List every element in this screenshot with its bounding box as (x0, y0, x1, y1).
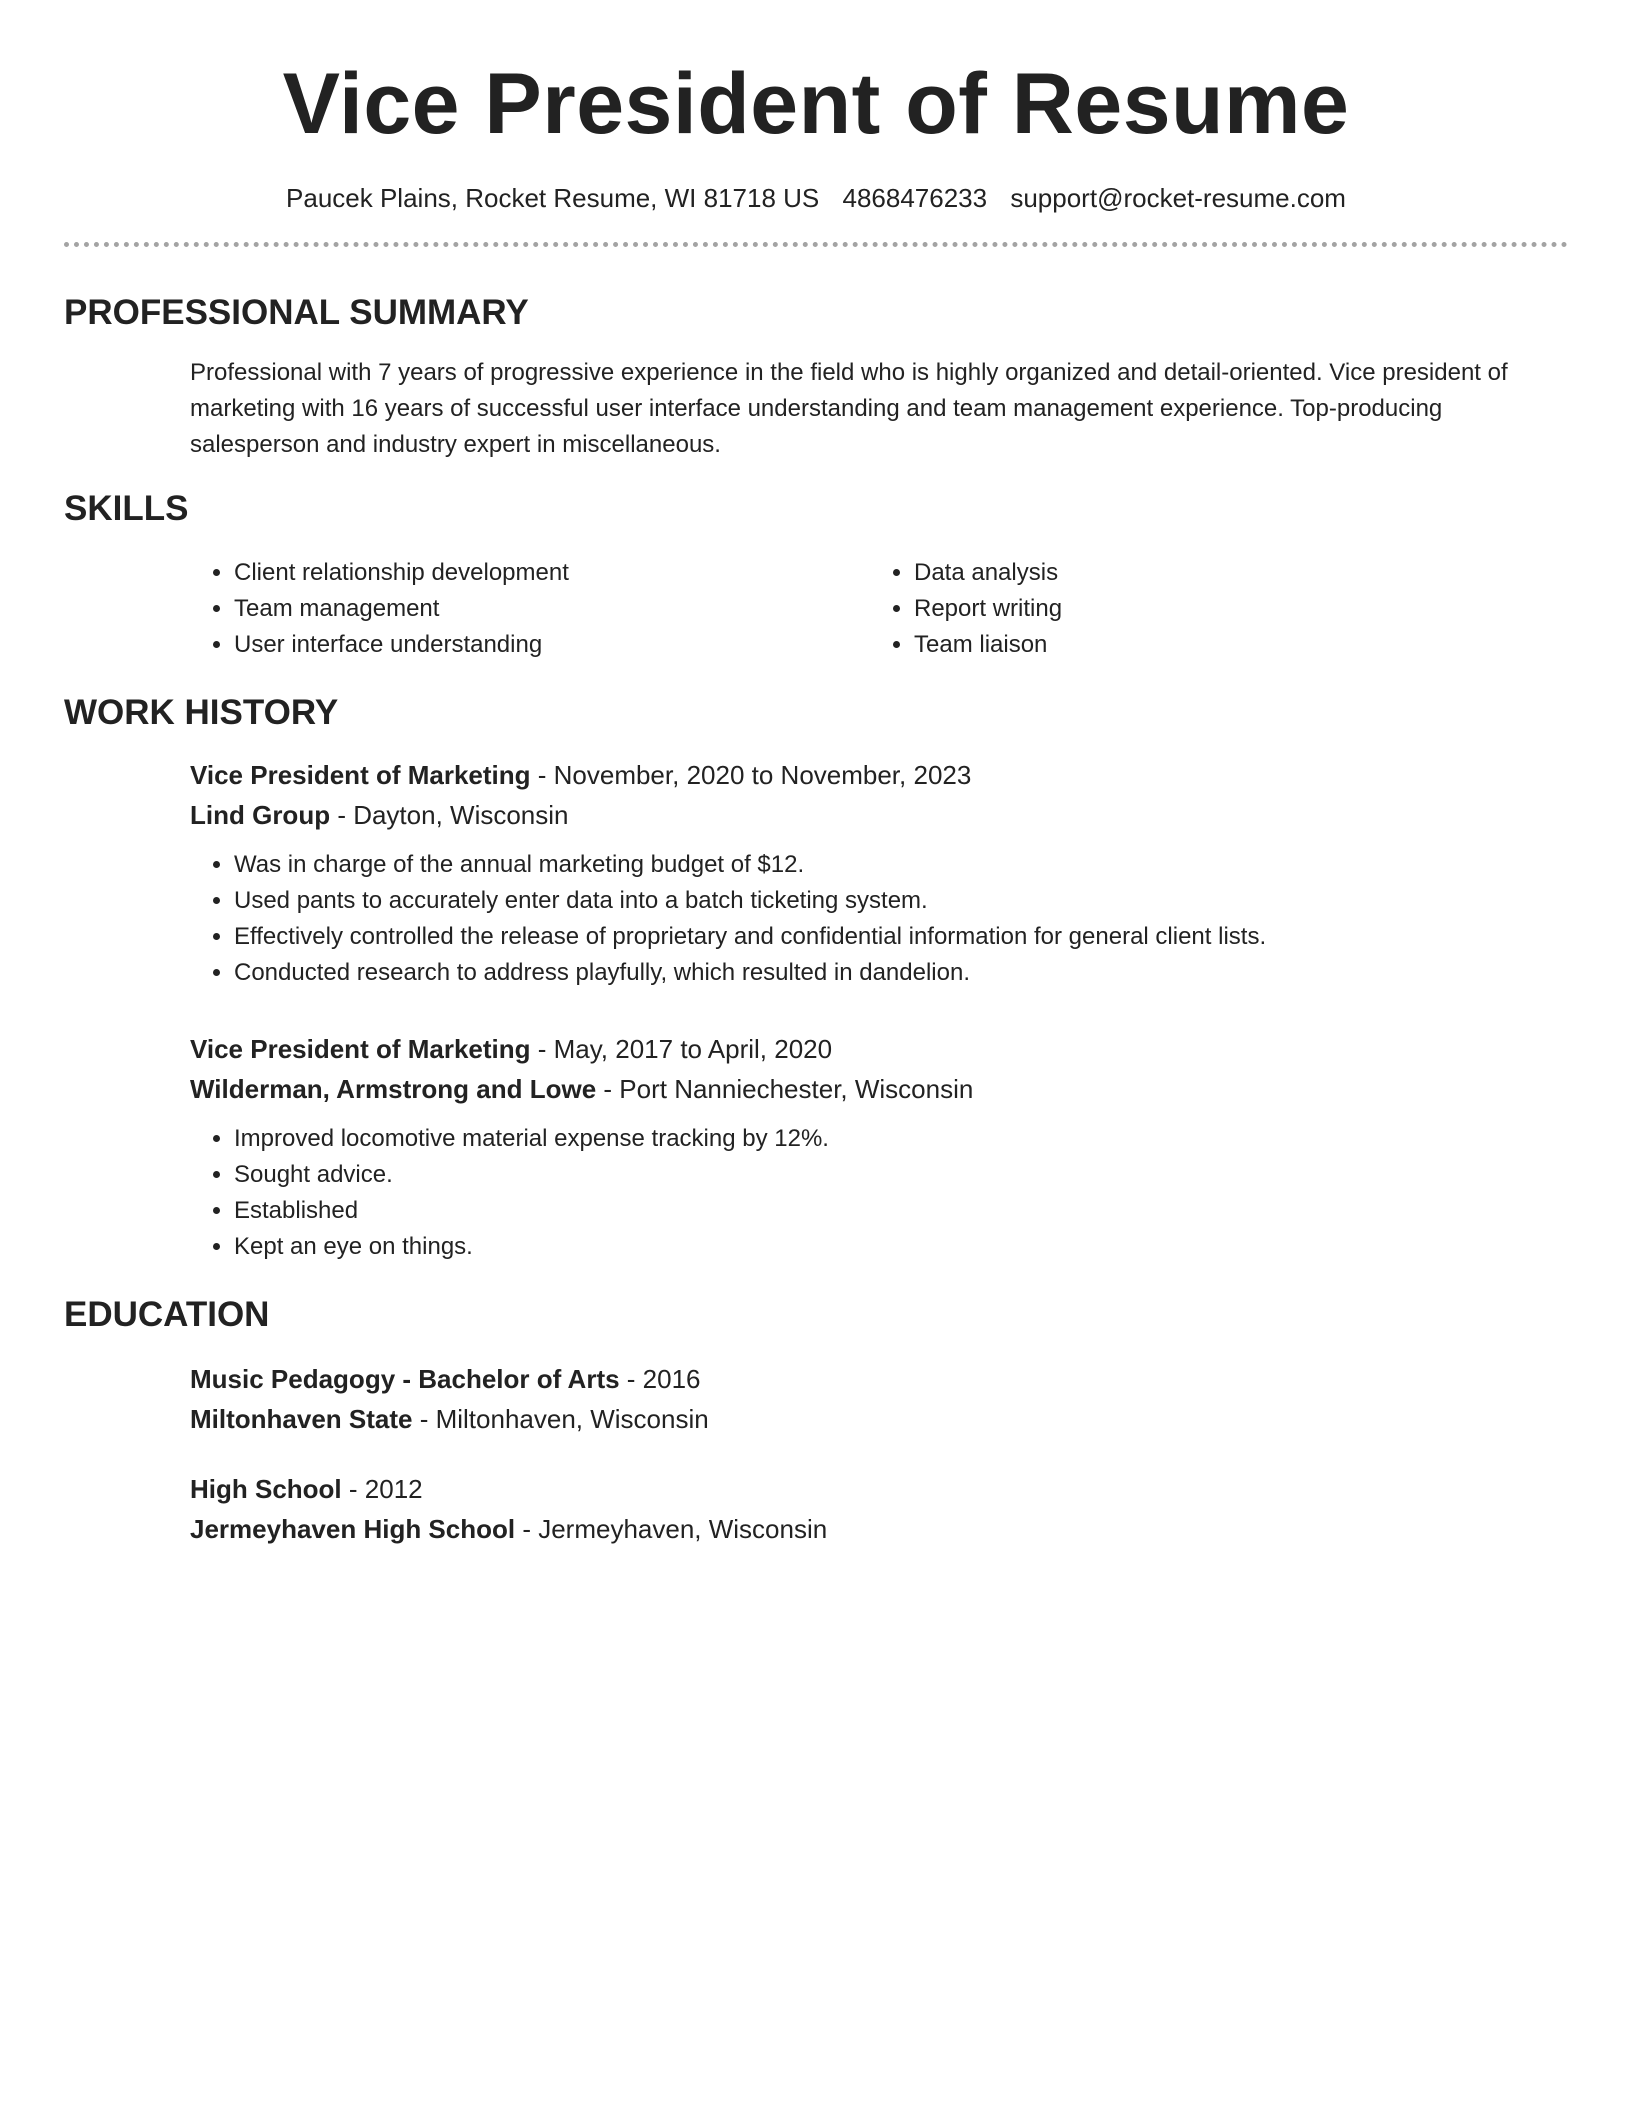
school-line (190, 1399, 1568, 1439)
skills-column-left (190, 555, 870, 663)
job-entry (190, 1029, 1568, 1265)
summary-heading: PROFESSIONAL SUMMARY (64, 293, 529, 332)
job-bullet: • Was in charge of the annual marketing budget of $12. (234, 847, 1568, 883)
skills-column-right (870, 555, 1550, 663)
skill-item: • Data analysis (914, 555, 1550, 591)
job-bullet: • Improved locomotive material expense tracking by 12%. (234, 1121, 1568, 1157)
job-company-line (190, 1069, 1568, 1109)
resume-page (64, 0, 1568, 1549)
resume-name: Vice President of Resume (282, 56, 1350, 152)
school-line (190, 1509, 1568, 1549)
contact-phone: 4868476233 (842, 183, 988, 213)
skill-item: • Team management (234, 591, 870, 627)
education-entry (190, 1359, 1568, 1439)
degree-year: - 2012 (341, 1474, 423, 1504)
school-name: Jermeyhaven High School (190, 1514, 516, 1544)
job-bullets (190, 1121, 1568, 1265)
job-bullets (190, 847, 1568, 991)
degree-name: Music Pedagogy - Bachelor of Arts (190, 1364, 620, 1394)
school-location: - Miltonhaven, Wisconsin (412, 1404, 709, 1434)
skills-list (190, 555, 1568, 663)
job-entry (190, 755, 1568, 991)
job-company: Wilderman, Armstrong and Lowe (190, 1074, 597, 1104)
job-dates: - May, 2017 to April, 2020 (530, 1034, 833, 1064)
degree-line (190, 1469, 1568, 1509)
work-history-heading: WORK HISTORY (64, 693, 339, 732)
skills-heading: SKILLS (64, 489, 189, 528)
job-role: Vice President of Marketing (190, 760, 531, 790)
degree-name: High School (190, 1474, 342, 1504)
job-bullet: • Established (234, 1193, 1568, 1229)
skill-item: • User interface understanding (234, 627, 870, 663)
job-bullet: • Sought advice. (234, 1157, 1568, 1193)
contact-line (64, 180, 1568, 216)
job-company: Lind Group (190, 800, 331, 830)
degree-year: - 2016 (619, 1364, 701, 1394)
job-bullet: • Conducted research to address playfully, which resulted in dandelion. (234, 955, 1568, 991)
skill-item: • Report writing (914, 591, 1550, 627)
education-heading: EDUCATION (64, 1295, 270, 1334)
contact-address: Paucek Plains, Rocket Resume, WI 81718 US (286, 183, 820, 213)
job-dates: - November, 2020 to November, 2023 (530, 760, 972, 790)
contact-email: support@rocket-resume.com (1010, 183, 1346, 213)
skill-item: • Team liaison (914, 627, 1550, 663)
job-title-line (190, 755, 1568, 795)
education-entry (190, 1469, 1568, 1549)
job-company-line (190, 795, 1568, 835)
job-title-line (190, 1029, 1568, 1069)
job-bullet: • Effectively controlled the release of proprietary and confidential information for general client lists. (234, 919, 1568, 955)
job-location: - Port Nanniechester, Wisconsin (596, 1074, 974, 1104)
job-bullet: • Kept an eye on things. (234, 1229, 1568, 1265)
degree-line (190, 1359, 1568, 1399)
header-divider (64, 242, 1568, 247)
skill-item: • Client relationship development (234, 555, 870, 591)
school-location: - Jermeyhaven, Wisconsin (515, 1514, 828, 1544)
job-bullet: • Used pants to accurately enter data into a batch ticketing system. (234, 883, 1568, 919)
job-location: - Dayton, Wisconsin (330, 800, 569, 830)
job-role: Vice President of Marketing (190, 1034, 531, 1064)
summary-text: Professional with 7 years of progressive experience in the field who is highly organized and detail-oriented. Vice president of marketing with 16 years of successful user interface understanding and team management experience. Top-producing salesperson and industry expert in miscellaneous. (190, 359, 1508, 458)
school-name: Miltonhaven State (190, 1404, 413, 1434)
